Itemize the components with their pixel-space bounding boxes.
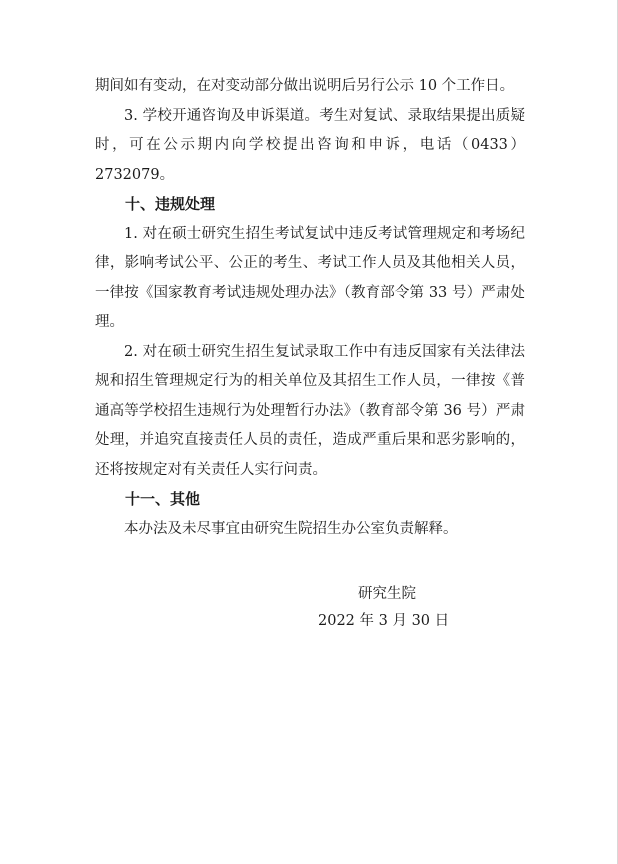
paragraph-exam-violation: 1. 对在硕士研究生招生考试复试中违反考试管理规定和考场纪律，影响考试公平、公正的考生、考试工作人员及其他相关人员，一律按《国家教育考试违规处理办法》（教育部令第 33 号）严肃处理。 (95, 225, 525, 330)
signature-organization: 研究生院 (358, 586, 416, 602)
paragraph-publicity-change: 期间如有变动，在对变动部分做出说明后另行公示 10 个工作日。 (95, 78, 515, 94)
document-body (95, 72, 525, 544)
section-heading-other: 十一、其他 (125, 490, 201, 508)
paragraph-interpretation: 本办法及未尽事宜由研究生院招生办公室负责解释。 (124, 520, 458, 537)
paragraph-admission-violation: 2. 对在硕士研究生招生复试录取工作中有违反国家有关法律法规和招生管理规定行为的相关单位及其招生工作人员，一律按《普通高等学校招生违规行为处理暂行办法》（教育部令第 36 号）严肃处理，并追究直接责任人员的责任，造成严重后果和恶劣影响的，还将按规定对有关责任人实行问责。 (95, 343, 525, 478)
paragraph-consult-appeal: 3. 学校开通咨询及申诉渠道。考生对复试、录取结果提出质疑时，可在公示期内向学校提出咨询和申诉，电话（0433）2732079。 (95, 107, 525, 183)
signature-date: 2022 年 3 月 30 日 (318, 613, 450, 629)
section-heading-violation: 十、违规处理 (125, 195, 216, 213)
